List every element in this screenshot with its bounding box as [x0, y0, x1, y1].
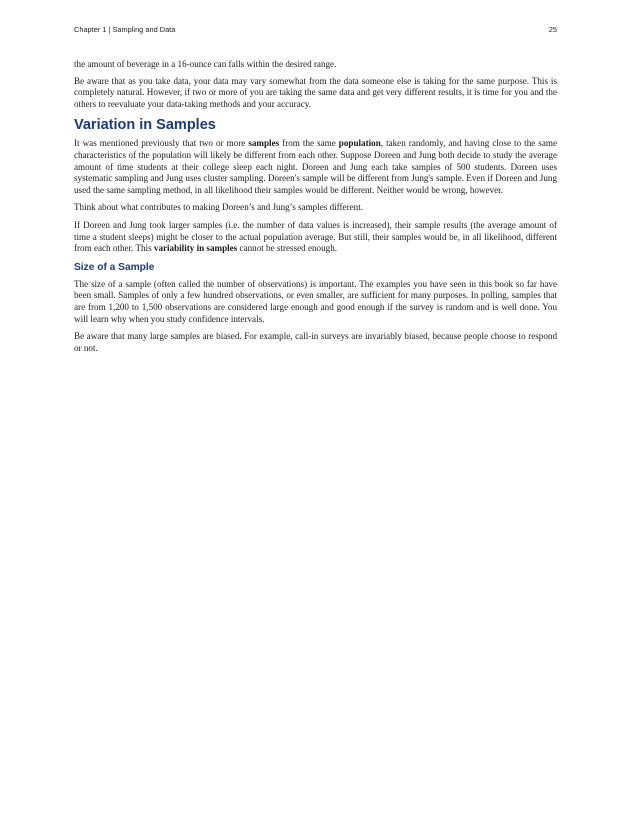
paragraph-samples-differ: [74, 138, 557, 196]
subsection-heading-size-of-sample: Size of a Sample: [74, 261, 155, 273]
paragraph-be-aware: Be aware that as you take data, your data may vary somewhat from the data someone else is taking for the same purpose. This is completely natural. However, if two or more of you are taking the same data and get very different results, it is time for you and the others to reevaluate your data-taking methods and your accuracy.: [74, 75, 557, 109]
text-run: , taken randomly, and having close to the same characteristics of the population will likely be different from each other. Suppose Doreen and Jung both decide to study the average amount of time students at their college sleep each night. Doreen and Jung each take samples of 500 students. Doreen uses systematic sampling and Jung uses cluster sampling. Doreen's sample will be different from Jung's sample. Even if Doreen and Jung used the same sampling method, in all likelihood their samples would be different. Neither would be wrong, however.: [74, 138, 557, 195]
paragraph-biased: Be aware that many large samples are biased. For example, call-in surveys are invariably biased, because people choose to respond or not.: [74, 331, 557, 353]
paragraph-intro: the amount of beverage in a 16-ounce can falls within the desired range.: [74, 59, 337, 69]
text-run: from the same: [279, 138, 339, 149]
chapter-title: Chapter 1 | Sampling and Data: [74, 25, 176, 34]
text-run: It was mentioned previously that two or more: [74, 138, 249, 149]
paragraph-sample-size: The size of a sample (often called the number of observations) is important. The examples you have seen in this book so far have been small. Samples of only a few hundred observations, or even smaller, are sufficient for many purposes. In polling, samples that are from 1,200 to 1,500 observations are considered large enough and good enough if the survey is random and is well done. You will learn why when you study confidence intervals.: [74, 278, 557, 324]
section-heading-variation-in-samples: Variation in Samples: [74, 117, 216, 134]
document-body: [74, 59, 557, 360]
term-samples: samples: [248, 138, 280, 149]
term-population: population: [338, 138, 381, 149]
paragraph-larger-samples: [74, 220, 557, 255]
text-run: cannot be stressed enough.: [237, 243, 338, 254]
page-header: [74, 25, 557, 37]
term-variability-in-samples: variability in samples: [153, 243, 238, 254]
page-number: 25: [548, 25, 557, 34]
paragraph-think: Think about what contributes to making Doreen’s and Jung’s samples different.: [74, 202, 364, 213]
text-run: If Doreen and Jung took larger samples (i.e. the number of data values is increased), their sample results (the average amount of time a student sleeps) might be closer to the actual population average. But still, their samples would be, in all likelihood, different from each other. This: [74, 219, 557, 254]
